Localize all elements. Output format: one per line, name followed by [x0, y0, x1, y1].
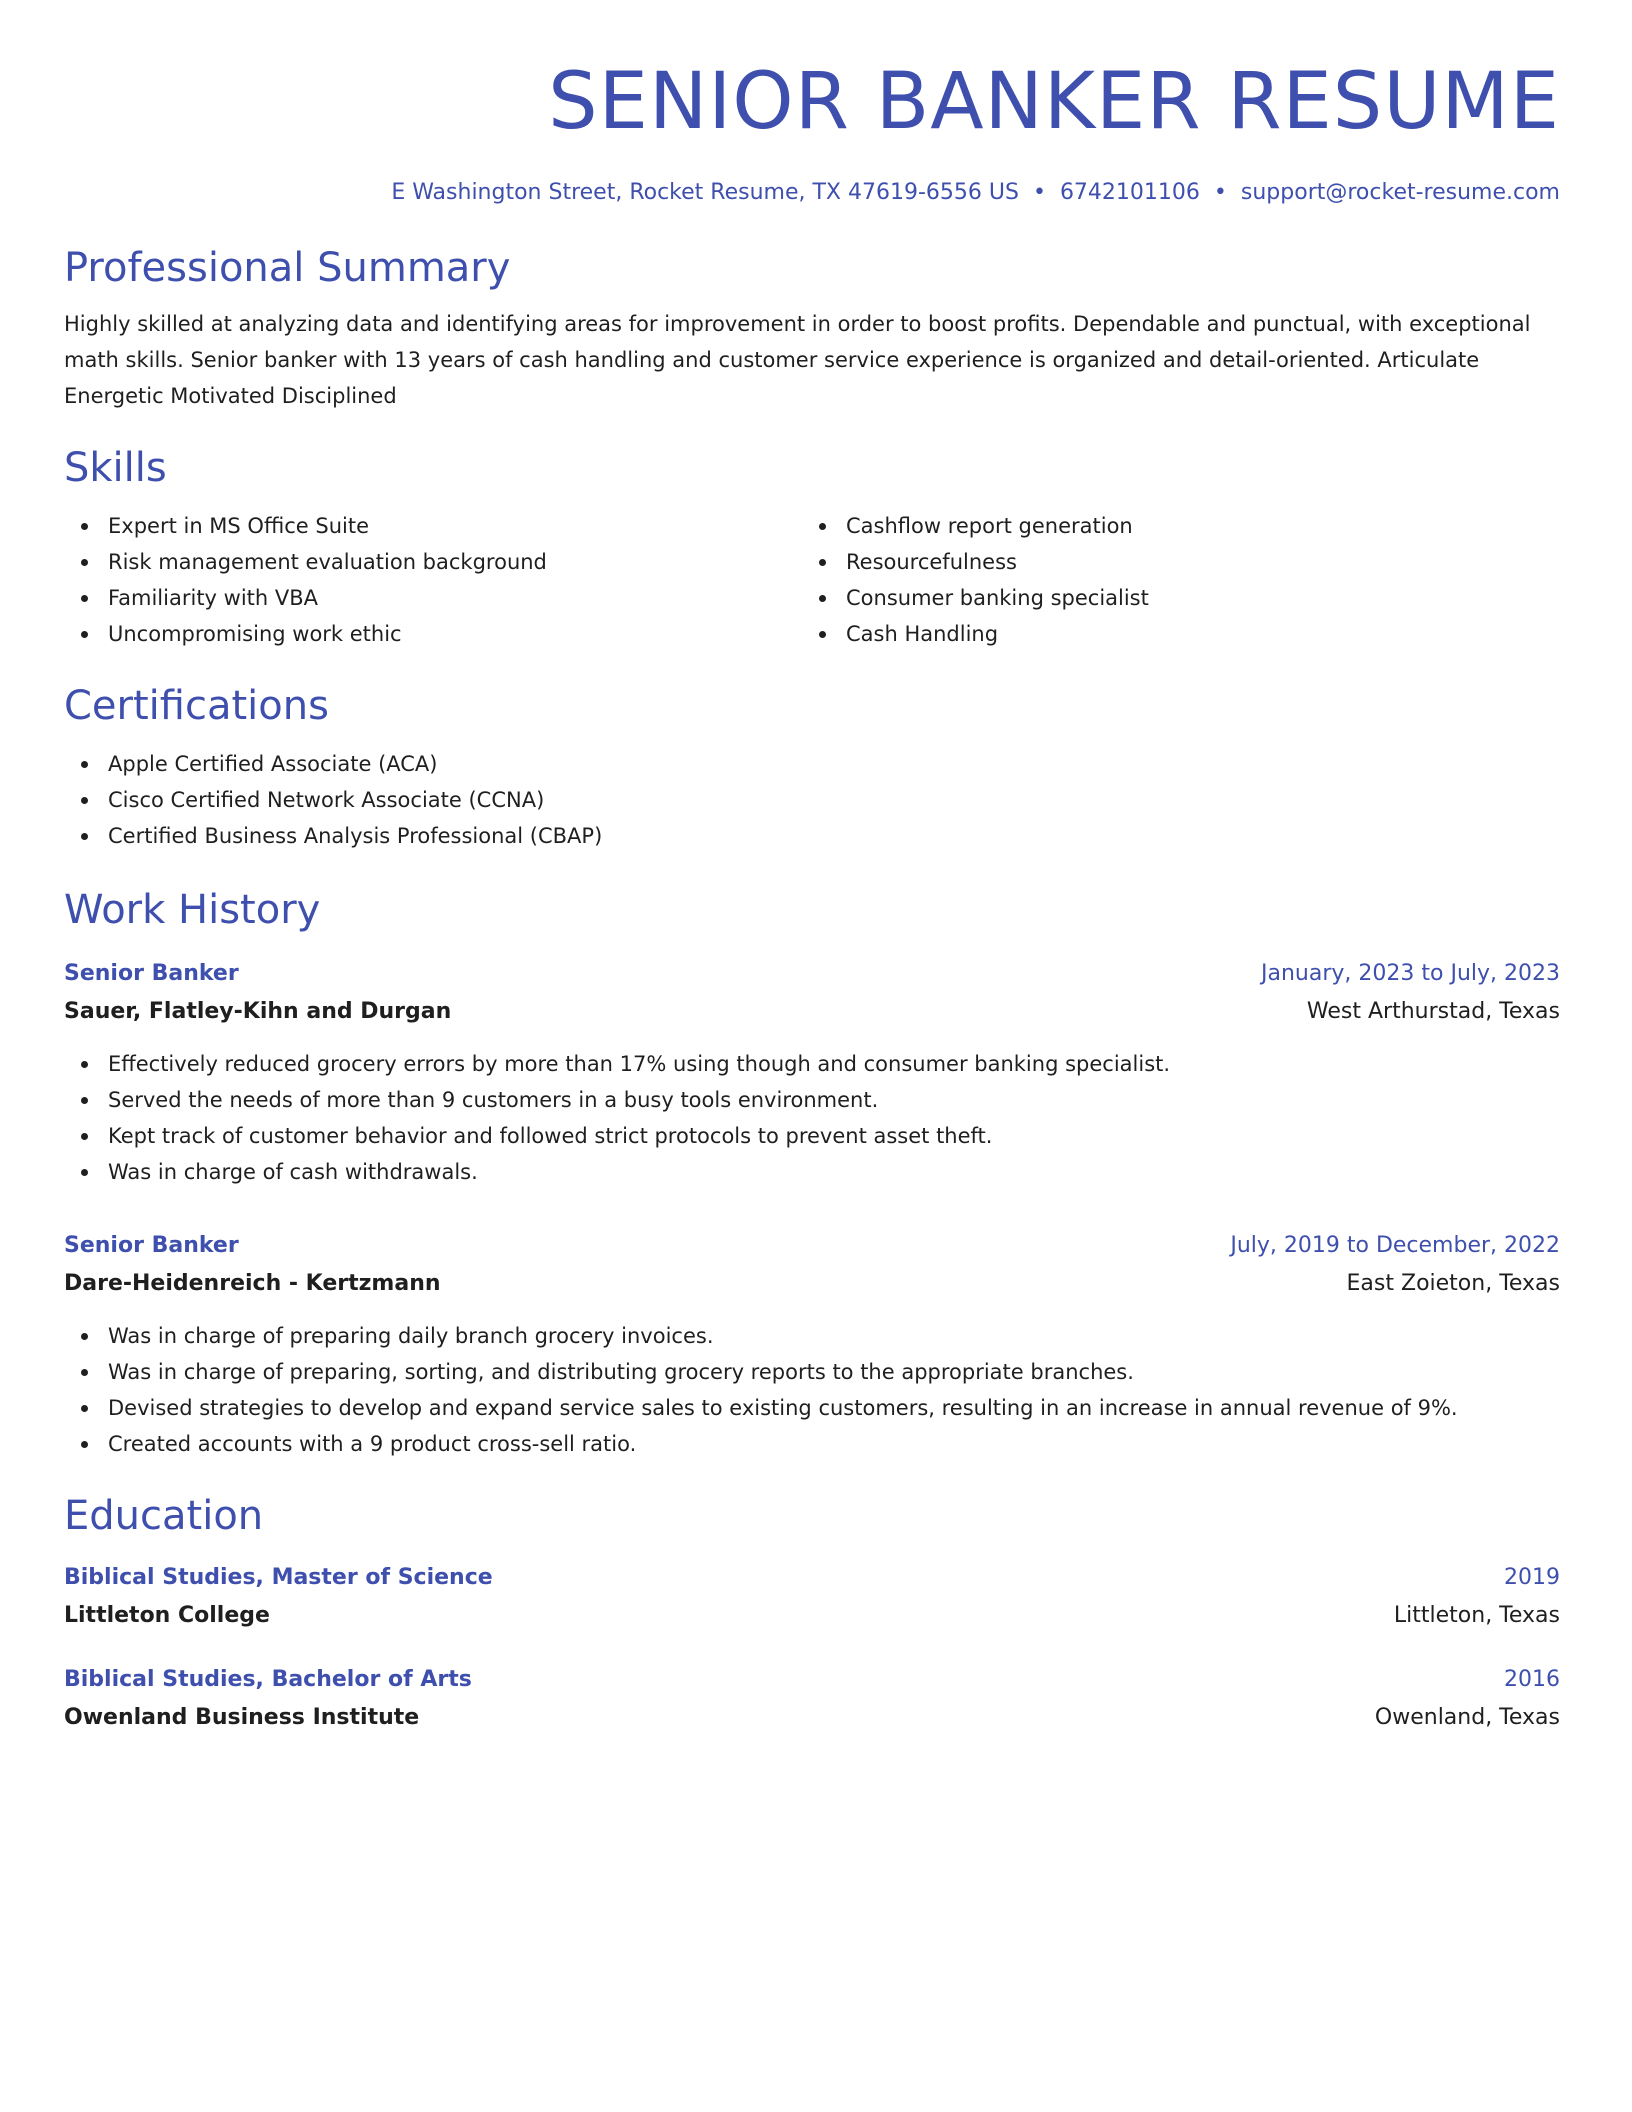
section-heading-education: Education	[64, 1493, 264, 1539]
certification-item: Certified Business Analysis Professional (CBAP)	[64, 818, 1560, 854]
contact-address: E Washington Street, Rocket Resume, TX 47619-6556 US	[391, 180, 1019, 205]
skill-item: Cash Handling	[802, 616, 1540, 652]
education-school-row	[64, 1698, 1560, 1738]
skills-grid	[64, 508, 1560, 652]
certification-item: Apple Certified Associate (ACA)	[64, 746, 1560, 782]
job-title: Senior Banker	[64, 961, 239, 986]
education-header-row	[64, 1560, 1560, 1596]
job-bullet: Kept track of customer behavior and followed strict protocols to prevent asset theft.	[64, 1118, 1560, 1154]
education-year: 2016	[1504, 1667, 1560, 1692]
section-heading-summary: Professional Summary	[64, 245, 511, 291]
job-bullet: Effectively reduced grocery errors by more than 17% using though and consumer banking specialist.	[64, 1046, 1560, 1082]
job-bullet: Was in charge of cash withdrawals.	[64, 1154, 1560, 1190]
job-bullet: Was in charge of preparing daily branch grocery invoices.	[64, 1318, 1560, 1354]
education-degree: Biblical Studies, Master of Science	[64, 1565, 493, 1590]
contact-email: support@rocket-resume.com	[1240, 180, 1560, 205]
job-header-row	[64, 1228, 1560, 1264]
skill-item: Familiarity with VBA	[64, 580, 802, 616]
job-bullets	[64, 1046, 1560, 1190]
contact-separator: •	[1032, 180, 1046, 205]
certifications-section	[64, 680, 1560, 854]
resume-title: SENIOR BANKER RESUME	[548, 57, 1560, 147]
section-heading-certifications: Certifications	[64, 683, 329, 729]
education-location: Owenland, Texas	[1374, 1705, 1560, 1730]
summary-text: Highly skilled at analyzing data and identifying areas for improvement in order to boost profits. Dependable and punctual, with exceptional math skills. Senior banker with 13 years of cash handling and customer service experience is organized and detail-oriented. Articulate Energetic Motivated Disciplined	[64, 312, 1531, 408]
skill-item: Risk management evaluation background	[64, 544, 802, 580]
job-company-row	[64, 992, 1560, 1032]
job-company: Dare-Heidenreich - Kertzmann	[64, 1271, 441, 1296]
skill-item: Expert in MS Office Suite	[64, 508, 802, 544]
skill-item: Resourcefulness	[802, 544, 1540, 580]
skill-item: Cashflow report generation	[802, 508, 1540, 544]
contact-separator: •	[1213, 180, 1227, 205]
contact-phone: 6742101106	[1059, 180, 1200, 205]
job-dates: July, 2019 to December, 2022	[1230, 1233, 1560, 1258]
skills-list-right	[802, 508, 1540, 652]
education-entry	[64, 1560, 1560, 1636]
job-company: Sauer, Flatley-Kihn and Durgan	[64, 999, 452, 1024]
education-school-row	[64, 1596, 1560, 1636]
job-dates: January, 2023 to July, 2023	[1261, 961, 1560, 986]
job-bullet: Created accounts with a 9 product cross-sell ratio.	[64, 1426, 1560, 1462]
skills-list-left	[64, 508, 802, 652]
education-degree: Biblical Studies, Bachelor of Arts	[64, 1667, 472, 1692]
job-entry	[64, 956, 1560, 1190]
job-bullets	[64, 1318, 1560, 1462]
job-company-row	[64, 1264, 1560, 1304]
education-location: Littleton, Texas	[1393, 1603, 1560, 1628]
education-school: Littleton College	[64, 1603, 270, 1628]
skills-section	[64, 442, 1560, 652]
job-bullet: Devised strategies to develop and expand service sales to existing customers, resulting in an increase in annual revenue of 9%.	[64, 1390, 1560, 1426]
education-entry	[64, 1662, 1560, 1738]
resume-page	[64, 0, 1560, 1738]
job-bullet: Was in charge of preparing, sorting, and distributing grocery reports to the appropriate branches.	[64, 1354, 1560, 1390]
education-year: 2019	[1504, 1565, 1560, 1590]
job-bullet: Served the needs of more than 9 customers in a busy tools environment.	[64, 1082, 1560, 1118]
education-school: Owenland Business Institute	[64, 1705, 420, 1730]
section-heading-skills: Skills	[64, 445, 167, 491]
section-heading-work: Work History	[64, 887, 321, 933]
education-section	[64, 1490, 1560, 1738]
job-location: East Zoieton, Texas	[1346, 1271, 1560, 1296]
certification-item: Cisco Certified Network Associate (CCNA)	[64, 782, 1560, 818]
skill-item: Uncompromising work ethic	[64, 616, 802, 652]
job-location: West Arthurstad, Texas	[1306, 999, 1560, 1024]
job-header-row	[64, 956, 1560, 992]
skill-item: Consumer banking specialist	[802, 580, 1540, 616]
certifications-list	[64, 746, 1560, 854]
professional-summary-section	[64, 242, 1560, 414]
education-header-row	[64, 1662, 1560, 1698]
job-entry	[64, 1228, 1560, 1462]
work-history-section	[64, 884, 1560, 1462]
job-title: Senior Banker	[64, 1233, 239, 1258]
contact-line	[64, 178, 1560, 208]
